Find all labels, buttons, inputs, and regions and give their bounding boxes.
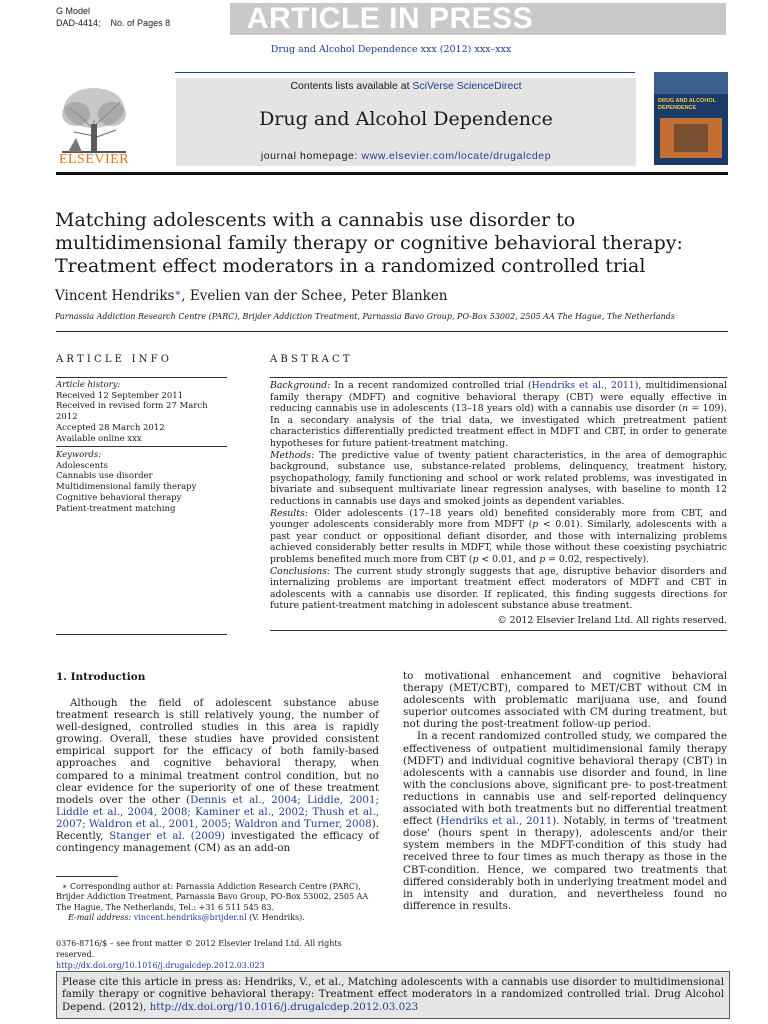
email-link[interactable]: vincent.hendriks@brijder.nl <box>133 912 247 922</box>
citation-doi-link[interactable]: http://dx.doi.org/10.1016/j.drugalcdep.2012.03.023 <box>149 1000 419 1013</box>
keyword-item: Adolescents <box>56 460 108 471</box>
page-count: No. of Pages 8 <box>110 18 171 28</box>
issn-block <box>56 938 379 971</box>
abstract-background: Background: In a recent randomized controlled trial (Hendriks et al., 2011), multidimensional family therapy (MDFT) and cognitive behavioral therapy (CBT) were equally effective in reducing cannabis use in adolescents (13–18 years old) with a cannabis use disorder (n = 109). In a secondary analysis of the trial data, we investigated which pretreatment patient characteristics differentially predicted treatment effect in MDFT and CBT, in order to generate hypotheses for future patient-treatment matching. <box>270 380 728 449</box>
footnote <box>56 882 379 923</box>
contents-prefix: Contents lists available at <box>290 80 413 92</box>
article-in-press-banner <box>230 3 726 35</box>
article-code: DAD-4414; <box>56 18 101 28</box>
keyword-item: Patient-treatment matching <box>56 503 176 514</box>
affiliation: Parnassia Addiction Research Centre (PARC), Brijder Addiction Treatment, Parnassia Bavo Group, PO-Box 53002, 2505 AA The Hague, The Netherlands <box>55 312 676 321</box>
article-title: Matching adolescents with a cannabis use disorder to multidimensional family therapy or cognitive behavioral therapy: Treatment effect moderators in a randomized controlled trial <box>55 209 683 277</box>
gmodel-label: G Model <box>56 6 91 16</box>
article-info-divider <box>56 446 227 447</box>
banner-text: ARTICLE IN PRESS <box>246 2 534 35</box>
history-online: Available online xxx <box>56 433 142 444</box>
footnote-rule <box>56 876 118 877</box>
masthead-top-rule <box>175 72 635 73</box>
homepage-prefix: journal homepage: <box>260 150 362 162</box>
keyword-item: Multidimensional family therapy <box>56 482 197 493</box>
homepage-link[interactable]: www.elsevier.com/locate/drugalcdep <box>361 150 552 162</box>
issn-line: 0376-8716/$ – see front matter © 2012 Elsevier Ireland Ltd. All rights reserved. <box>56 939 342 959</box>
keyword-item: Cannabis use disorder <box>56 471 153 482</box>
history-label: Article history: <box>56 380 121 390</box>
abstract-heading: ABSTRACT <box>270 354 353 365</box>
corresponding-author-note: ∗ Corresponding author at: Parnassia Addiction Research Centre (PARC), Brijder Addiction Treatment, Parnassia Bavo Group, PO-Box 53002, 2505 AA The Hague, The Netherlands, Tel.: +31 6 511 545 83. <box>56 882 369 912</box>
intro-paragraph: In a recent randomized controlled study, we compared the effectiveness of outpatient multidimensional family therapy (MDFT) and individual cognitive behavioral therapy (CBT) in adolescents with a cannabis use disorder and found, in line with the conclusions above, significant pre- to post-treatment reductions in cannabis use and self-reported delinquency associated with both treatments but no differential treatment effect (Hendriks et al., 2011). Notably, in terms of 'treatment dose' (hours spent in therapy), adolescents and/or their system members in the MDFT-condition of this study had received three to four times as much therapy as those in the CBT-condition. Hence, we compared two treatments that differed considerably both in underlying treatment model and in intensity and duration, and nevertheless found no difference in results. <box>403 730 727 912</box>
other-authors: , Evelien van der Schee, Peter Blanken <box>181 288 448 304</box>
article-history <box>56 380 228 444</box>
abstract-rule-bottom <box>270 630 727 631</box>
history-accepted: Accepted 28 March 2012 <box>56 422 165 433</box>
abstract-body <box>270 380 727 612</box>
doi-link[interactable]: http://dx.doi.org/10.1016/j.drugalcdep.2012.03.023 <box>56 961 265 970</box>
citation-link[interactable]: Dennis et al., 2004; Liddle, 2001; Liddle et al., 2004, 2008; Kaminer et al., 2002; Thush et al., 2007; Waldron et al., 2001, 2005; Waldron and Turner, 2008 <box>56 793 379 830</box>
article-info-rule <box>56 377 227 378</box>
body-column-right <box>403 670 727 912</box>
citation-link[interactable]: Stanger et al. (2009) <box>109 830 226 843</box>
abstract-rule-top <box>270 377 727 378</box>
citation-text: Please cite this article in press as: Hendriks, V., et al., Matching adolescents with a cannabis use disorder to multidimensional family therapy or cognitive behavioral therapy: Treatment effect moderators in a randomized controlled trial. Drug Alcohol Depend. (2012), http://dx.doi.org/10.1016/j.drugalcdep.2012.03.023 <box>62 976 724 1013</box>
author-hendriks: Vincent Hendriks <box>55 288 175 304</box>
abstract-methods: Methods: The predictive value of twenty patient characteristics, in the area of demographic background, substance use, substance-related problems, delinquency, treatment history, psychopathology, family functioning and school or work related problems, was investigated in bivariate and subsequent multivariate linear regression analyses, with baseline to month 12 reductions in cannabis use days and smoked joints as dependent variables. <box>270 449 727 507</box>
journal-reference-link[interactable]: Drug and Alcohol Dependence xxx (2012) xxx–xxx <box>270 44 512 55</box>
corresponding-author-marker[interactable]: ∗ <box>174 288 182 299</box>
keywords-label: Keywords: <box>56 450 102 460</box>
contents-availability <box>176 80 636 92</box>
keyword-item: Cognitive behavioral therapy <box>56 492 182 503</box>
abstract-copyright: © 2012 Elsevier Ireland Ltd. All rights reserved. <box>497 615 727 626</box>
email-line: E-mail address: vincent.hendriks@brijder.nl (V. Hendriks). <box>68 912 305 922</box>
history-received: Received 12 September 2011 <box>56 390 184 401</box>
title-rule <box>56 331 728 332</box>
cover-title: DRUG AND ALCOHOL DEPENDENCE <box>658 98 716 111</box>
body-column-left <box>56 697 379 854</box>
author-list <box>55 288 448 304</box>
article-code-line <box>56 17 170 29</box>
masthead-bottom-rule <box>56 172 728 175</box>
sciencedirect-link[interactable]: SciVerse ScienceDirect <box>412 80 522 92</box>
journal-cover-image <box>654 72 728 165</box>
article-info-heading: ARTICLE INFO <box>56 354 173 365</box>
abstract-conclusions: Conclusions: The current study strongly suggests that age, disruptive behavior disorders and internalizing problems are important treatment effect moderators of MDFT and CBT in adolescents with a cannabis use disorder. If replicated, this finding suggests directions for future patient-treatment matching in adolescent substance abuse treatment. <box>270 565 727 612</box>
article-metadata <box>56 5 170 29</box>
history-revised: Received in revised form 27 March 2012 <box>56 401 208 423</box>
article-info-rule-bottom <box>56 634 227 635</box>
citation-link[interactable]: Hendriks et al., 2011 <box>531 380 635 391</box>
journal-title: Drug and Alcohol Dependence <box>259 108 553 130</box>
intro-paragraph: Although the field of adolescent substance abuse treatment research is still relatively young, the number of well-designed, controlled studies in this area is rapidly growing. Overall, these studies have provided consistent empirical support for the efficacy of both family-based approaches and cognitive behavioral therapy, when compared to a minimal treatment control condition, but no clear evidence for the superiority of one of these treatment models over the other (Dennis et al., 2004; Liddle, 2001; Liddle et al., 2004, 2008; Kaminer et al., 2002; Thush et al., 2007; Waldron et al., 2001, 2005; Waldron and Turner, 2008). Recently, Stanger et al. (2009) investigated the efficacy of contingency management (CM) as an add-on <box>56 697 380 855</box>
citation-link[interactable]: Hendriks et al., 2011 <box>440 815 553 828</box>
journal-homepage <box>176 150 636 162</box>
keywords <box>56 450 228 514</box>
abstract-results: Results: Older adolescents (17–18 years old) benefited considerably more from CBT, and younger adolescents considerably more from MDFT (p < 0.01). Similarly, adolescents with a past year conduct or oppositional defiant disorder, and those with internalizing problems achieved considerably better results in MDFT, while those without these coexisting psychiatric problems benefited much more from CBT (p < 0.01, and p = 0.02, respectively). <box>270 507 727 565</box>
intro-paragraph: to motivational enhancement and cognitive behavioral therapy (MET/CBT), compared to MET/CBT without CM in adolescents with problematic marijuana use, and found superior outcomes associated with CM during treatment, but not during the post-treatment follow-up period. <box>403 670 727 731</box>
elsevier-wordmark: ELSEVIER <box>58 152 130 167</box>
section-heading-introduction: 1. Introduction <box>56 671 146 683</box>
